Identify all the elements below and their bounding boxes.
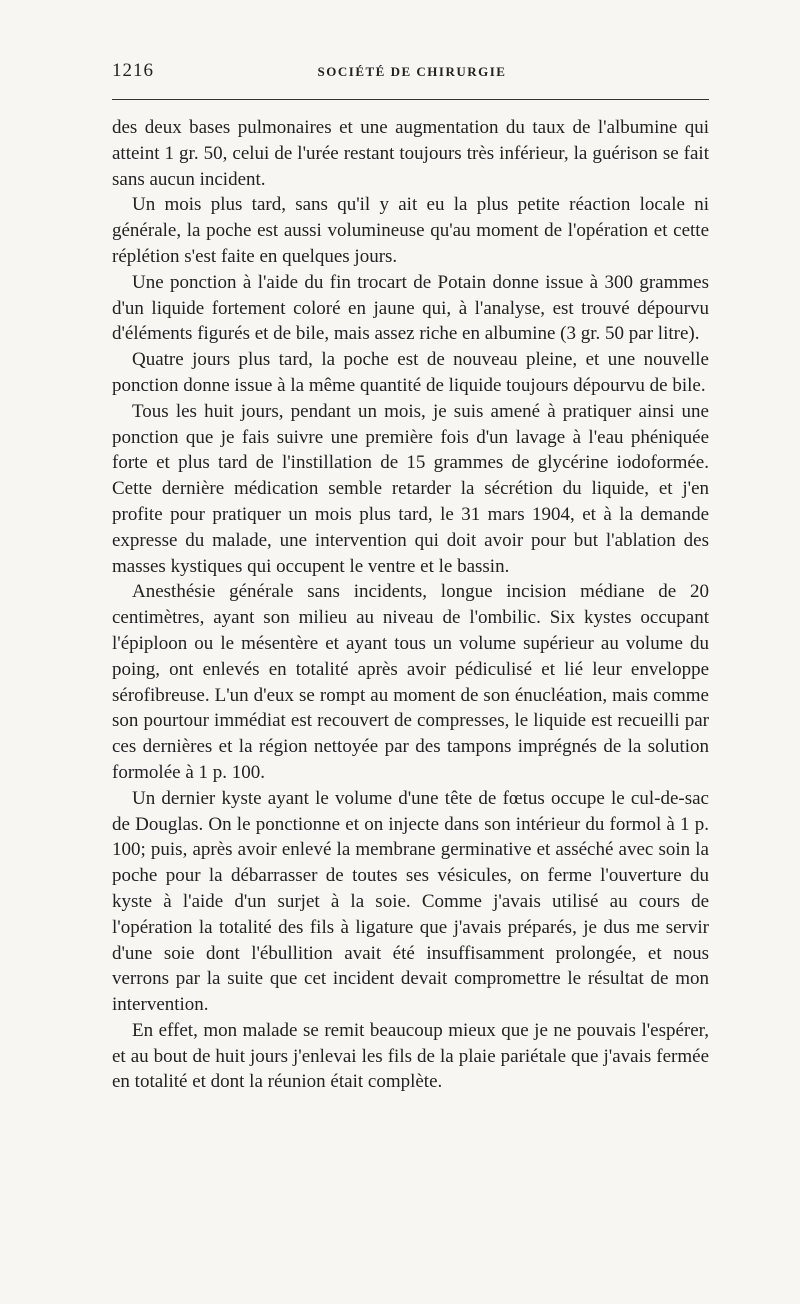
page-number: 1216 [112, 60, 154, 81]
paragraph: Tous les huit jours, pendant un mois, je suis amené à pratiquer ainsi une ponction que je fais suivre une première fois d'un lavage à l'eau phéniquée forte et plus tard de l'instillation de 15 grammes de glycérine iodoformée. Cette dernière médication semble retarder la sécrétion du liquide, et j'en profite pour pratiquer un mois plus tard, le 31 mars 1904, et à la demande expresse du malade, une intervention qui doit avoir pour but l'ablation des masses kystiques qui occupent le ventre et le bassin. [112, 400, 709, 577]
running-title: SOCIÉTÉ DE CHIRURGIE [317, 64, 507, 79]
header-rule [112, 99, 709, 100]
paragraph: En effet, mon malade se remit beaucoup mieux que je ne pouvais l'espérer, et au bout de huit jours j'enlevai les fils de la plaie pariétale que j'avais fermée en totalité et dont la réunion était complète. [112, 1019, 709, 1093]
paragraph: Anesthésie générale sans incidents, longue incision médiane de 20 centimètres, ayant son milieu au niveau de l'ombilic. Six kystes occupant l'épiploon ou le mésentère et ayant tous un volume supérieur au volume du poing, ont enlevés en totalité après avoir pédiculisé et lié leur enveloppe sérofibreuse. L'un d'eux se rompt au moment de son énucléation, mais comme son pourtour immédiat est recouvert de compresses, le liquide est recueilli par ces dernières et la région nettoyée par des tampons imprégnés de la solution formolée à 1 p. 100. [112, 581, 709, 783]
book-page [112, 60, 712, 1093]
paragraph: des deux bases pulmonaires et une augmentation du taux de l'albumine qui atteint 1 gr. 50, celui de l'urée restant toujours très inférieur, la guérison se fait sans aucun incident. [112, 117, 709, 190]
paragraph: Une ponction à l'aide du fin trocart de Potain donne issue à 300 grammes d'un liquide fortement coloré en jaune qui, à l'analyse, est trouvé dépourvu d'éléments figurés et de bile, mais assez riche en albumine (3 gr. 50 par litre). [112, 271, 709, 345]
paragraph: Un mois plus tard, sans qu'il y ait eu la plus petite réaction locale ni générale, la poche est aussi volumineuse qu'au moment de l'opération et cette réplétion s'est faite en quelques jours. [112, 194, 709, 267]
paragraph: Un dernier kyste ayant le volume d'une tête de fœtus occupe le cul-de-sac de Douglas. On le ponctionne et on injecte dans son intérieur du formol à 1 p. 100; puis, après avoir enlevé la membrane germinative et asséché avec soin la poche pour la débarrasser de toutes ses vésicules, on ferme l'ouverture du kyste à l'aide d'un surjet à la soie. Comme j'avais utilisé au cours de l'opération la totalité des fils à ligature que j'avais préparés, je dus me servir d'une soie dont l'ébullition avait été insuffisamment prolongée, et nous verrons par la suite que cet incident devait compromettre le résultat de mon intervention. [112, 787, 709, 1016]
paragraph: Quatre jours plus tard, la poche est de nouveau pleine, et une nouvelle ponction donne issue à la même quantité de liquide toujours dépourvu de bile. [112, 349, 709, 396]
page-header [112, 60, 712, 90]
body-text [112, 115, 709, 1095]
